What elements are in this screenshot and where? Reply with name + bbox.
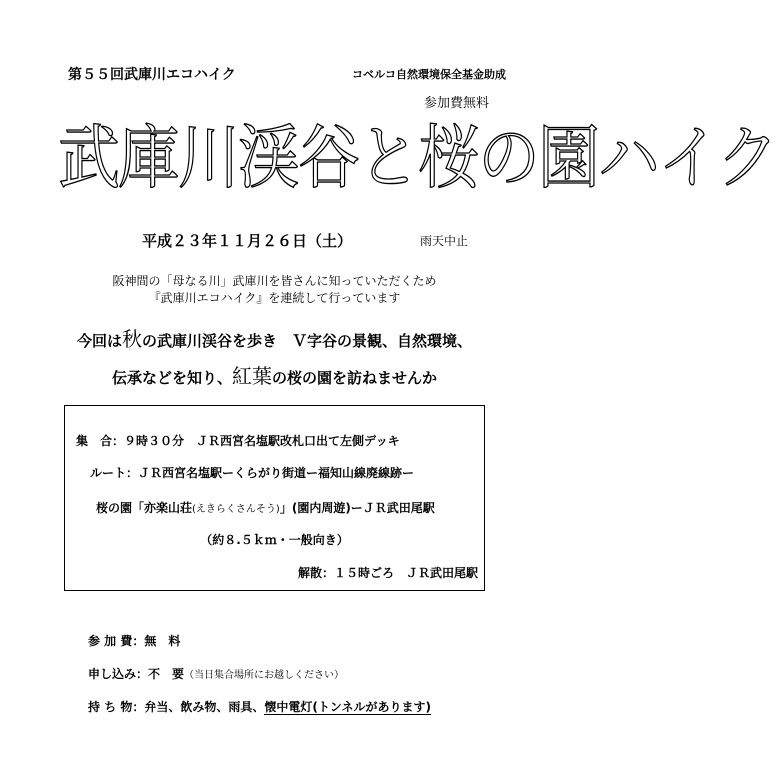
intro-line-2: 『武庫川エコハイク』を連続して行っています — [148, 291, 401, 305]
meeting-info: 集 合：９時３０分 ＪＲ西宮名塩駅改札口出て左側デッキ — [76, 434, 400, 448]
flashlight-note: 懐中電灯(トンネルがあります) — [264, 700, 431, 714]
sponsor-credit: コベルコ自然環境保全基金助成 — [352, 68, 506, 81]
route-2-pre: 桜の園「亦楽山荘 — [96, 501, 193, 515]
fee-line: 参 加 費：無 料 — [88, 634, 181, 648]
main-title: 武庫川渓谷と桜の園ハイク — [58, 116, 777, 199]
rain-cancel-note: 雨天中止 — [420, 234, 469, 248]
fee-free-label: 参加費無料 — [424, 96, 490, 111]
route-distance: （約８.５ｋｍ・一般向き） — [200, 533, 349, 547]
dismissal-info: 解散：１５時ごろ ＪＲ武田尾駅 — [298, 566, 479, 580]
route-2-reading: (えきらくさんそう) — [192, 504, 280, 515]
route-line-2 — [96, 499, 435, 516]
application-note: （当日集合場所にお越しください） — [184, 670, 345, 681]
lead-1-pre: 今回は — [76, 332, 122, 350]
items-text: 持 ち 物：弁当、飲み物、雨具、 — [88, 700, 265, 714]
lead-1-accent: 秋 — [122, 327, 142, 351]
items-to-bring-line — [88, 698, 431, 715]
application-line — [88, 665, 344, 682]
route-2-post: 」(園内周遊)ーＪＲ武田尾駅 — [279, 501, 435, 515]
application-text: 申し込み：不 要 — [88, 667, 185, 681]
lead-line-2 — [0, 360, 549, 389]
lead-1-post: の武庫川渓谷を歩き Ｖ字谷の景観、自然環境、 — [142, 332, 473, 350]
event-number: 第５５回武庫川エコハイク — [68, 67, 236, 83]
event-date: 平成２３年１１月２６日（土） — [142, 232, 353, 250]
lead-2-post: の桜の園を訪ねませんか — [272, 369, 438, 387]
lead-2-accent: 紅葉 — [232, 364, 272, 388]
lead-2-pre: 伝承などを知り、 — [111, 369, 232, 387]
lead-line-1 — [0, 323, 549, 352]
route-line-1: ルート：ＪＲ西宮名塩駅ーくらがり街道ー福知山線廃線跡ー — [90, 466, 415, 480]
intro-line-1: 阪神間の「母なる川」武庫川を皆さんに知っていただくため — [112, 274, 437, 288]
